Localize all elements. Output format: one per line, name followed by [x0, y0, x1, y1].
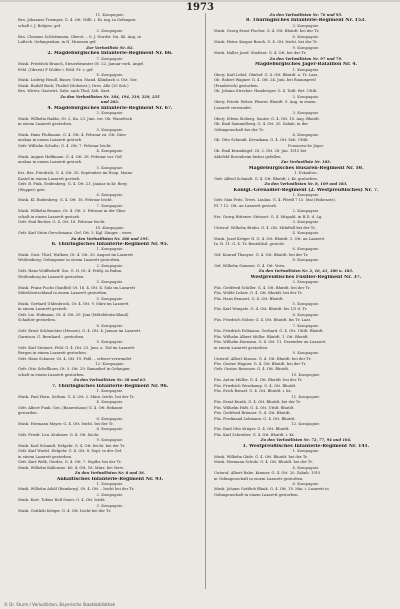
list-reference-heading: Zu den Verlustlisten Nr. 186 und 195.: [71, 236, 149, 241]
company-heading: 2. Kompagnie.: [96, 111, 124, 116]
footer-credit: © Dr. Sturm / Verlustlisten, Bayerische Staatsbibliothek: [4, 602, 116, 607]
company-heading: 4. Kompagnie.: [292, 132, 320, 137]
company-heading: 8. Kompagnie.: [96, 427, 124, 432]
casualty-entry: Musk. Gottlieb Krüger. G. 4. Ott. leicht bei der Tr.: [18, 509, 112, 514]
casualty-entry: Ahlefeld Rosenheim bisher gefallen.: [214, 154, 282, 159]
casualty-entry: Gef. Wilhelm Sommer. G. 4. Ott. Verw.: [214, 263, 286, 268]
left-column: [18, 13, 202, 589]
list-reference-heading: Zu den Verlustlisten Nr. 8 und 36.: [74, 471, 146, 476]
list-reference-heading: Zur Verlustliste Nr. 183.: [280, 160, 331, 165]
company-heading: 1. Kompagnie.: [96, 389, 124, 394]
casualty-entry: Füs. Friedrich Wesekamp. G. 4. Ott. Bhutdt.: [214, 383, 297, 388]
casualty-entry: Füs. Gottfried Bräuner. G. 4. Ott. Bhutdt.: [214, 411, 291, 416]
company-heading: 6. Kompagnie.: [292, 312, 320, 317]
casualty-entry: Res. Clemens Schlottmann, Oberst. – G. J. Nordst. Nu. 46. Aug. in: [18, 34, 141, 39]
casualty-entry: Res. Johannes Triemper, G. 4. Ott. Willt. i. Kr. ing. in Gefangen-: [18, 18, 137, 23]
company-heading: 5. Kompagnie.: [96, 296, 124, 301]
regiment-heading: 8. Thüringisches Infanterie-Regiment Nr. 153.: [246, 18, 366, 24]
regiment-heading: Magdeburgisches Jäger-Bataillon Nr. 4.: [254, 62, 358, 68]
casualty-entry: Füs. Friedrich Nober. G. 4. Ott. Bhutdt. bis Tr. Lazz.: [214, 318, 312, 323]
casualty-entry: Oberj. Edwin Sieberg. Sauter. G. 4. Ott. 10. Aug. Bhutdt.: [214, 116, 321, 121]
casualty-entry: ausbau in einem Lazarett gestorb.: [18, 138, 83, 143]
column-divider: [205, 13, 206, 589]
company-heading: 4. Kompagnie.: [292, 231, 320, 236]
casualty-entry: Musk. Heinr. Kaspar Busch. G. 4. Ott. leicht. bei der Tr.: [214, 40, 318, 45]
casualty-entry: Ff. 7 12. Ott. an Lazarett gestorb.: [214, 203, 278, 208]
casualty-entry: Lazarett verwundet.: [214, 105, 253, 110]
company-heading: 7. Kompagnie.: [96, 203, 124, 208]
casualty-entry: Gefr. Karl Wudel. Helgebr. G. 4. Ott. 8. Sept. in der Gef.: [18, 449, 123, 454]
casualty-entry: Musk. Gust. Thiel, Wulkow, Ot. 4. Ott. 20. August im Lazarett: [18, 252, 133, 257]
casualty-entry: Musk. Ludwig Hendl, Bauer, Grün. Stand. Klimbach u. Ost. Ger.: [18, 78, 138, 83]
regiment-heading: 1. Westpreußisches Infanterie-Regiment Nr. 141.: [242, 443, 370, 449]
casualty-entry: Unterof. Wilhelm Bruhn. G. 4. Ott. Mtlnftsll bei der Tr.: [214, 225, 316, 230]
casualty-entry: Gefr. Kurt Welk, Gerdes, G. 4. Ott. 7. Septbr. bei der Tr.: [18, 460, 122, 465]
company-heading: 1. Kompagnie.: [292, 449, 320, 454]
casualty-entry: Musk. Wilhelm Gäde. G. 4. Ott. Bhutdt. bei der Tr.: [214, 454, 308, 459]
regiment-heading: Anhaltisches Infanterie-Regiment Nr. 93.: [56, 476, 164, 482]
casualty-entry: Füs. Erich Benzel. G. 4. Ott. Bhutdt. i. Kr.: [214, 389, 292, 394]
casualty-entry: schaft in einem Lazarett gestorben.: [18, 372, 85, 377]
company-heading: 11. Kompagnie.: [291, 394, 321, 399]
company-heading: 3. Kompagnie.: [292, 220, 320, 225]
casualty-entry: Füs. Hans Rennert. G. 4. Ott. Bhutdt.: [214, 296, 284, 301]
company-heading: 10. Kompagnie.: [95, 225, 125, 230]
company-heading: 2. Kompagnie.: [96, 29, 124, 34]
casualty-entry: Musk. Hermann Mayer. G. 4. Ott. leicht. bei der Tr.: [18, 421, 114, 426]
casualty-entry: Ers. Res. Friedrich, G. 4. Ott. 20. September im Hosp. Mainz-: [18, 171, 134, 176]
company-heading: 1. Kompagnie.: [292, 192, 320, 197]
list-reference-heading: Zu den Verlustlisten Nr. 72, 77, 94 und 104.: [260, 438, 352, 443]
company-heading: 5. Kompagnie.: [96, 165, 124, 170]
casualty-entry: Oberj. Karl Lebel. Öhnhof. G. 4. Ott. Bhutdt. u. Tr. Lazz.: [214, 72, 319, 77]
casualty-entry: Musk. Paul Horn. Serban. G. 4. Ott. 2. März. leicht. bei der Tr.: [18, 394, 135, 399]
casualty-entry: Füs. Ferdinand Lehmann. G. 4. Ott. Bhutdt.: [214, 416, 296, 421]
casualty-entry: Weißenburg im Lazarett gestorben.: [18, 274, 85, 279]
casualty-entry: Musk. Johann Gottlieb Blank. G. 4. Ott. 10. Mai. i. Lazarett in: [214, 487, 329, 492]
list-reference-heading: Zu den Verlustlisten Nr. 2, 16, 41, 180 u. 183.: [258, 269, 354, 274]
company-heading: 10. Kompagnie.: [291, 372, 321, 377]
casualty-entry: Gefr. Alfred Schmidt. G. 4. Ott. Bhutdt. i. Kr. gestorben.: [214, 176, 318, 181]
casualty-entry: Gefr. Lie. Hofmann. Ot. 4. Ott. 29. Juni (Mitteldeutschland): [18, 312, 129, 317]
casualty-entry: Gefr. Otto Schellhorn, Ot. 5. Ott. 29. Ramadorf in Gefangen-: [18, 367, 131, 372]
casualty-entry: Musk. Kl. Bodenberg. G. 4. Ott. 16. Februar leicht.: [18, 198, 113, 203]
casualty-entry: Kastel in einem Lazarett gestorb.: [18, 176, 81, 181]
casualty-entry: Gefr. Karl Steinert, Fehl. G. 4. Ott. 23. Juni. u. Tod im Lazarett: [18, 345, 135, 350]
casualty-entry: In. R. 11. G. 4. Tr. Bentoldsd. gestorb.: [214, 242, 285, 247]
company-heading: 7. Kompagnie.: [292, 323, 320, 328]
page-number: 1973: [186, 2, 214, 13]
casualty-entry: Ers. Georg Hittener. Steinort. G. 4. Mizpald. in B.D. d. Lg.: [214, 214, 323, 219]
regiment-heading: 4. Magdeburgisches Infanterie-Regiment Nr. 67.: [47, 105, 173, 111]
casualty-entry: Ob. Otto Schmidt. Kreuzkam. G. 4. Ott. Seb. Uttilt.: [214, 138, 309, 143]
company-heading: 1. Kompagnie.: [96, 247, 124, 252]
casualty-entry: geworden.: [18, 411, 38, 416]
casualty-entry: Füs. Emil Otto Krüger. G. 4. Ott. Bhutdt.: [214, 427, 290, 432]
company-heading: 6. Kompagnie.: [292, 34, 320, 39]
list-reference-heading: Zu den Verlustlisten Nr. 38 und 63.: [73, 378, 147, 383]
list-reference-heading: Zu den Verlustlisten Nr. 184, 194, 210, 229, 235: [60, 94, 160, 99]
company-heading: 1. Kompagnie.: [96, 481, 124, 486]
company-heading: 2. Kompagnie.: [96, 263, 124, 268]
casualty-entry: Gefr. B. Fink, Seidenberg. G. 4. Ott. 23. Januar in Kr. Berg: [18, 182, 127, 187]
casualty-entry: Gefr. Ernst Schleuchter (Hessen). G. 4. Ott. 4. Januar im Lazarett: [18, 329, 141, 334]
casualty-entry: Musk. Georg Ernst Fischer. G. 4. Ott. Bhutdt. bei der Tr.: [214, 29, 320, 34]
company-heading: 6. Kompagnie.: [292, 247, 320, 252]
casualty-entry: Musk. Josef Krüger II. G. 4. Ott. Bhutdt. 1. Ott. an Lazarett: [214, 236, 325, 241]
list-reference-heading: Zur Verlustliste Nr. 82.: [86, 45, 134, 50]
casualty-entry: Füs. Wilhelm Albert Müller. Bhutdt. 1. Ott. Bhutdt.: [214, 334, 309, 339]
casualty-entry: Musk. Wilhelm Braune, Ot. 4. Ott. 3. Februar in der Gfan-: [18, 209, 127, 214]
casualty-entry: (Wupper) gest.: [18, 187, 46, 192]
company-heading: 2. Kompagnie.: [292, 209, 320, 214]
casualty-entry: Musk. Wilhelm Kallensee. Kö. 4. Ott. 16. März. bei Verw.: [18, 465, 124, 470]
casualty-entry: Musk. Karl Schmidt. Helgebr. G. 4. Ott. leicht. bei der Tr.: [18, 443, 126, 448]
list-reference-heading: Zu den Verlustlisten Nr. 8, 109 und 183.: [264, 182, 348, 187]
casualty-entry: Füs. Gustav Wagner. G. 4. Ott. Bhutdt. bei der Tr.: [214, 362, 307, 366]
company-heading: 3. Kompagnie.: [96, 503, 124, 508]
casualty-entry: Schadow gestorben.: [18, 318, 57, 323]
company-heading: 6. Kompagnie.: [96, 323, 124, 328]
company-heading: 9. Kompagnie.: [96, 340, 124, 345]
casualty-entry: Gefr. Max Fritz. Trees. Lindau. G. 4. Pferdl 7 15. Mai (Hohenste).: [214, 198, 336, 203]
casualty-entry: Gef. Konrad Thaeyne. G. 4. Ott. Bhutdt. bei der Tr.: [214, 252, 309, 257]
casualty-entry: schaft i. J. Belgien. gef.: [18, 23, 62, 28]
casualty-entry: in einem Lazarett gestorben.: [18, 454, 73, 459]
company-heading: 5. Kompagnie.: [292, 302, 320, 307]
company-heading: 8. Kompagnie.: [292, 258, 320, 263]
company-heading: 6. Kompagnie.: [292, 481, 320, 486]
casualty-entry: Weißenburg; Gefangener in einem Lazarett gestorben.: [18, 258, 121, 263]
company-heading: 2. Kompagnie.: [292, 94, 320, 99]
casualty-entry: Bergen in einem Lazarett gestorben.: [18, 351, 87, 356]
casualty-entry: Füs. Karl Schreiber. G. 4. Ott. Bhutdt. i. Kr.: [214, 432, 295, 437]
casualty-entry: Musk. Haller Josef. Stadtrat. G. 4. Ott. bei der Tr.: [214, 51, 307, 56]
casualty-entry: Ob. Emil Sammelberg. G. 4. Ott. 20. Zahnb. in der: [214, 122, 309, 127]
casualty-entry: Unterof. Albert Rabe. Kramer. G. 4. Ott. 20. Zahnb. 1915: [214, 471, 321, 476]
company-heading: 11. Kompagnie.: [95, 13, 125, 17]
casualty-entry: Gefangenschaft bei der Tr.: [214, 127, 264, 132]
company-heading: 12. Kompagnie.: [95, 362, 125, 366]
casualty-entry: Gefr. Hans Schauer, Ot. 4. Ott. 19. Fehl. – schwer verwundet: [18, 356, 132, 361]
company-heading: 2. Kompagnie.: [96, 492, 124, 497]
company-heading: 4. Kompagnie.: [96, 400, 124, 405]
casualty-entry: (Frankreich) gestorben.: [214, 83, 259, 88]
company-heading: 3. Kompagnie.: [96, 280, 124, 285]
casualty-entry: Fehl. (Oberst) F Wolfer i. Feld. Fr. v. gef.: [18, 67, 94, 72]
regiment-heading: 2. Magdeburgisches Infanterie-Regiment Nr. 66.: [47, 51, 173, 57]
casualty-entry: Oberj. Friedr. Weber. Pfarrer. Bhutdt. 9. Aug. in einem: [214, 100, 316, 105]
casualty-entry: Gefr. Friedr. Leu. Krahmer. G. 4. Ott. leicht.: [18, 432, 100, 437]
company-heading: 1. Kompagnie.: [292, 67, 320, 72]
casualty-entry: in einem Lazarett gestorben.: [18, 122, 73, 127]
company-heading: 7. Kompagnie.: [96, 56, 124, 61]
casualty-entry: Füs. Gottfried Schiller. G. 4. Ott. Bhutdt. bei der Tr.: [214, 285, 311, 290]
casualty-entry: Unterof. Albert Krauss. G. 4. Ott. Bhutdt. bei der Tr.: [214, 356, 312, 361]
casualty-entry: Res. Wirter, Gastwirt. Sahr. nach Thal, Seb. Sant.: [18, 89, 111, 94]
regiment-heading: 6. Thüringisches Infanterie-Regiment Nr. 95.: [51, 242, 169, 248]
casualty-entry: in Gefangenschaft in einem Lazarett gestorben.: [214, 476, 304, 481]
company-heading: 6. Kompagnie.: [96, 416, 124, 421]
company-heading: 2. Kompagnie.: [292, 280, 320, 285]
casualty-entry: ausbau in einem Lazarett gestorb.: [18, 160, 83, 165]
company-heading: 3. Kompagnie.: [96, 127, 124, 132]
casualty-entry: Musk. Friedrich Brauch, Steuerbeamter Ot. 22. Januar vorh. Angel: [18, 62, 144, 67]
regiment-heading: 7. Thüringisches Infanterie-Regiment Nr. 96.: [51, 383, 169, 389]
regiment-heading: Königl.-Grenadier-Regiment (2. Westpreußisches) Nr. 7.: [233, 187, 379, 193]
regiment-heading: Westpreußisches Füsilier-Regiment Nr. 37.: [250, 274, 362, 280]
casualty-entry: Gefr. Karl Stein Gerschmann. Gef. Ott. 5. Kgl. Sänger – verw.: [18, 231, 133, 236]
casualty-entry: Musk. Rudolf Bock, Thaltel (Hohenst.), Dres. Alle (20 Seb.): [18, 83, 129, 88]
casualty-entry: Gefr. Wilhelm Schultz, G. 4. Ott. 7. Februar leicht.: [18, 143, 112, 148]
list-reference-heading: Zu den Verlustlisten Nr. 76 und 95.: [269, 13, 343, 17]
company-heading: 3. Kompagnie.: [292, 23, 320, 28]
casualty-entry: Ob. Robert Wagner. G. 4. Ott. 24. Juni. bei Ruaumpreil: [214, 78, 316, 83]
casualty-entry: Füs. Wilhelm Hornann. G. 4. Ott. 11. Dezember an Lazarett: [214, 340, 326, 345]
casualty-entry: Luftsch. Gefangenkon. in N. Monssen gef.: [18, 40, 97, 45]
casualty-entry: Musk. August Hoffmann. G. 4. Ott. 28. Februar vor. Gef.: [18, 154, 123, 159]
list-reference-heading: und 263.: [100, 100, 120, 105]
company-heading: 9. Kompagnie.: [292, 351, 320, 356]
casualty-entry: Musk. Wilhelm Adolf (Ramberg). Ot. 4. Ott. – leicht bei der Tr.: [18, 487, 135, 492]
company-heading: 3. Kompagnie.: [292, 111, 320, 116]
casualty-entry: Musk. Franz Fuchs (Sanfbit) Ot. 16. 4. Ott. 4. Sulz im Lazarett: [18, 285, 135, 290]
company-heading: 4. Kompagnie.: [292, 465, 320, 470]
casualty-entry: Füs. Ernst Knuth. G. 4. Ott. Bhutdt. bei der Tr.: [214, 400, 301, 405]
casualty-entry: Füs. Anton Müller. G. 4. Ott. Bhutdt. bei der Tr.: [214, 378, 303, 383]
casualty-entry: Musk. Gerhard Uhlenbrock. Ot. 4. Ott. 9. März im Lazarett: [18, 302, 129, 307]
casualty-entry: schaft in einem Lazarett gestorb.: [18, 214, 81, 219]
casualty-entry: Gefr. Gustav Rosenow. G. 4. Ott. Bhutdt.: [214, 367, 290, 372]
casualty-entry: Füs. Karl Wengele. G. 4. Ott. Bhutdt. bis 1/5 d. Tr.: [214, 307, 308, 312]
casualty-entry: Musk. Hermann Schulz. G. 4. Ott. Bhutdt. bei der Tr.: [214, 460, 313, 465]
casualty-entry: Musk. Hans Flußmann. G. 4. Ott. 4. Februar zu. Ott. Dien-: [18, 132, 127, 137]
casualty-entry: Gefr. Paul Becker. G. 4. Ott. 16. Februar leicht.: [18, 220, 106, 225]
company-heading: 9. Kompagnie.: [96, 438, 124, 443]
casualty-entry: Gefangenschaft in einem Lazarett gestorben.: [214, 492, 299, 497]
company-heading: Pommersche Jäger.: [288, 143, 324, 148]
casualty-entry: Musk. Kurt. Tobias Rolf Sauer. G. 4. Ott. leicht.: [18, 498, 106, 503]
casualty-entry: Füs. Wolde Lekow. G. 4. Ott. Bhutdt. bei der Tr.: [214, 291, 303, 296]
regiment-heading: Magdeburgisches Husaren-Regiment Nr. 10.: [248, 165, 364, 171]
company-heading: 8. Kompagnie.: [96, 72, 124, 77]
company-heading: 6. Kompagnie.: [96, 192, 124, 197]
casualty-entry: in einem Lazarett gestorb.: [18, 307, 68, 312]
company-heading: 9. Kompagnie.: [292, 45, 320, 50]
casualty-entry: Ob. Emil Krumbügel. Ot. 2. Ott. 28. Jan. 1915 bei: [214, 149, 307, 154]
casualty-entry: in einem Lazarett gestorben.: [214, 345, 269, 350]
casualty-entry: Füs. Wilhelm Höft. G. 4. Ott. Uttilt. Bhutdt.: [214, 405, 295, 410]
casualty-entry: Garnison. G. Bernhard – gestorben.: [18, 334, 85, 339]
casualty-entry: Mitteldeutschland in einem Lazarett gestorben.: [18, 291, 108, 296]
casualty-entry: Füs. Friedrich Pollmann. Gerhard. G. 4. Ott. Uttilt. Bhutdt.: [214, 329, 324, 334]
right-column: [214, 13, 398, 589]
casualty-entry: Ob. Johann Strecker. Hamberger. G. 4. Todt. Bet. Uttilt.: [214, 89, 318, 94]
casualty-entry: Gefr. Albert Funk. Ges. (Bauernhaus) G. 4. Ott. Bekannt: [18, 405, 123, 410]
casualty-entry: Musk. Wilhelm Radke, Ot. 2. Ka. 23. Juni. vor. Ob. Wanettsch: [18, 116, 133, 121]
company-heading: 1. Eskadron.: [294, 171, 318, 176]
casualty-entry: Gefr. Hans Wolffsdorff. Sos. G. N. Ot. 4. Frühj. in Ruhm.: [18, 269, 123, 274]
list-reference-heading: Zu den Verlustlisten Nr. 97 und 79.: [269, 56, 343, 61]
company-heading: 4. Kompagnie.: [96, 149, 124, 154]
company-heading: 12. Kompagnie.: [291, 421, 321, 426]
